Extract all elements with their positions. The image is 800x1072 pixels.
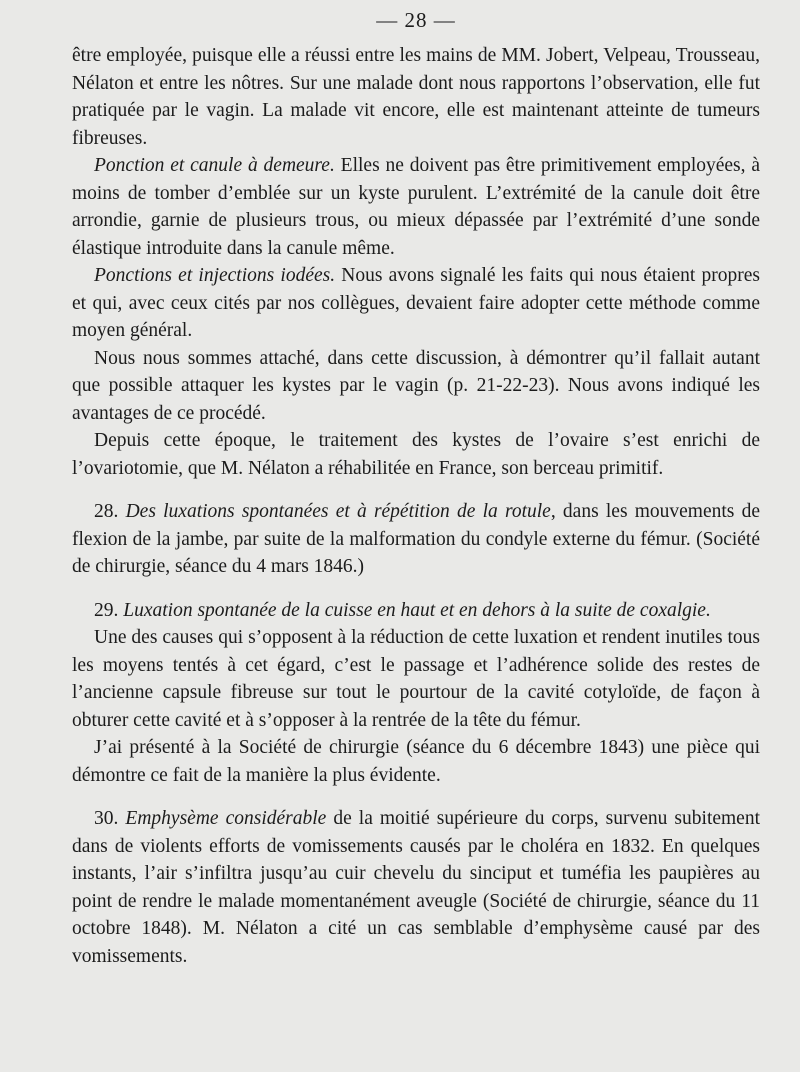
section-title: Des luxations spontanées et à répétition de la rotule	[125, 501, 551, 522]
page-number: — 28 —	[376, 8, 456, 32]
section-30	[72, 805, 760, 970]
paragraph-vagin: Nous nous sommes attaché, dans cette discussion, à démontrer qu’il fallait autant que possible attaquer les kystes par le vagin (p. 21-22-23). Nous avons indiqué les avantages de ce procédé.	[72, 347, 760, 424]
paragraph-text: Nous avons signalé les faits qui nous étaient propres et qui, avec ceux cités par nos collègues, devaient faire adopter cette méthode comme moyen général.	[72, 265, 760, 341]
section-text: , dans les mouvements de flexion de la jambe, par suite de la malformation du condyle externe du fémur. (Société de chirurgie, séance du 4 mars 1846.)	[72, 501, 761, 577]
paragraph-heading: Ponctions et injections iodées.	[94, 265, 336, 286]
paragraph-text: Elles ne doivent pas être primitivement employées, à moins de tomber d’emblée sur un kyste purulent. L’extrémité de la canule doit être arrondie, garnie de plusieurs trous, ou mieux dépassée par l’extrémité d’une sonde élastique introduite dans la canule même.	[72, 155, 760, 259]
paragraph-injections-iodees	[72, 262, 760, 345]
section-29-title	[72, 597, 760, 625]
section-number: 28.	[94, 501, 126, 522]
paragraph-ponction-canule	[72, 152, 760, 262]
paragraph-heading: Ponction et canule à demeure.	[94, 155, 335, 176]
section-number: 30.	[94, 808, 126, 829]
paragraph-ovariotomie: Depuis cette époque, le traitement des kystes de l’ovaire s’est enrichi de l’ovariotomie, que M. Nélaton a réhabilitée en France, son berceau primitif.	[72, 430, 760, 479]
paragraph-ovariotomy-continued: être employée, puisque elle a réussi entre les mains de MM. Jobert, Velpeau, Trousseau, Nélaton et entre les nôtres. Sur une malade dont nous rapportons l’observation, elle fut pratiquée par le vagin. La malade vit encore, elle est maintenant atteinte de tumeurs fibreuses.	[72, 45, 760, 149]
section-29-paragraph-1: Une des causes qui s’opposent à la réduction de cette luxation et rendent inutiles tous les moyens tentés à cet égard, c’est le passage et l’adhérence solide des restes de l’ancienne capsule fibreuse sur tout le pourtour de la cavité cotyloïde, de façon à obturer cette cavité et à s’opposer à la rentrée de la tête du fémur.	[72, 627, 760, 731]
section-title: Luxation spontanée de la cuisse en haut et en dehors à la suite de coxalgie.	[123, 599, 711, 621]
section-29-paragraph-2: J’ai présenté à la Société de chirurgie (séance du 6 décembre 1843) une pièce qui démontre ce fait de la manière la plus évidente.	[72, 737, 760, 786]
section-title: Emphysème considérable	[125, 808, 327, 829]
section-28	[72, 498, 760, 581]
section-number: 29.	[94, 599, 124, 621]
section-text: de la moitié supérieure du corps, survenu subitement dans de violents efforts de vomissements causés par le choléra en 1832. En quelques instants, l’air s’infiltra jusqu’au cuir chevelu du sinciput et tuméfia les paupières au point de rendre le malade momentanément aveugle (Société de chirurgie, séance du 11 octobre 1848). M. Nélaton a cité un cas semblable d’emphysème causé par des vomissements.	[72, 808, 761, 967]
